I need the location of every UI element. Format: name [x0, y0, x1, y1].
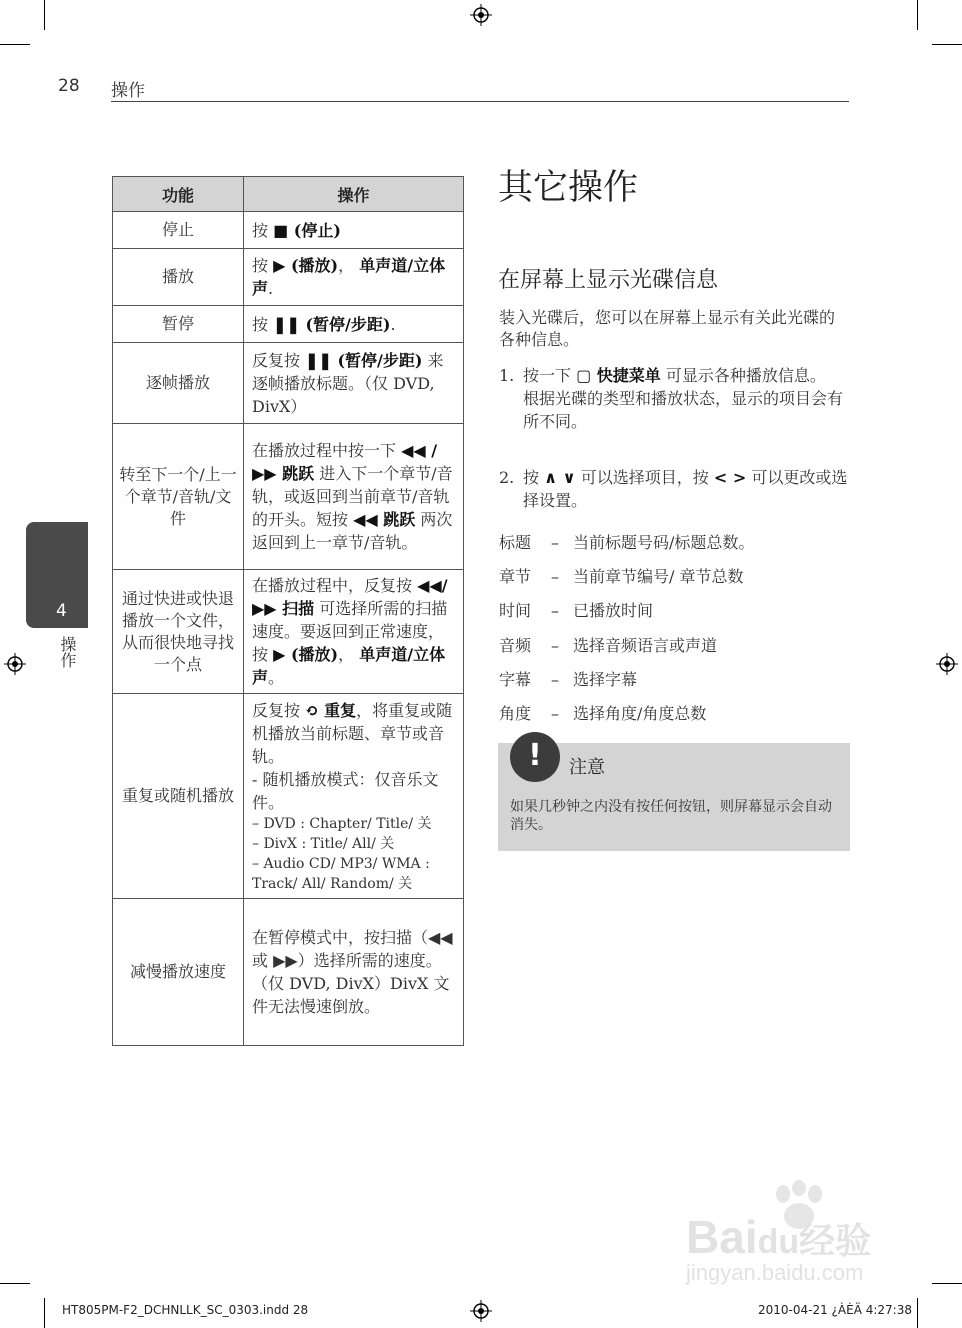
- table-row: [113, 249, 464, 306]
- footer-timestamp: 2010-04-21 ¿ÀÈÄ 4:27:38: [758, 1303, 912, 1317]
- op-key: ◀◀ 跳跃: [353, 510, 416, 529]
- registration-mark-icon: [470, 4, 492, 26]
- op-key: ▶ (播放): [273, 645, 339, 664]
- page-number: 28: [58, 76, 80, 96]
- step-text: 按: [523, 468, 545, 487]
- step-number: 2.: [499, 468, 515, 487]
- op-key: ❚❚ (暂停/步距): [273, 314, 391, 334]
- info-item: [499, 598, 653, 621]
- crop-mark: [932, 1283, 962, 1284]
- operation-cell: [244, 424, 464, 570]
- function-cell: 减慢播放速度: [113, 899, 244, 1046]
- op-key: ⟲ 重复: [305, 700, 357, 720]
- function-cell: 播放: [113, 249, 244, 306]
- watermark-url: jingyan.baidu.com: [686, 1260, 864, 1285]
- info-dash: –: [551, 567, 559, 586]
- step-text: 可以选择项目，按: [575, 468, 714, 487]
- info-dash: –: [551, 704, 559, 723]
- column-header-operation: 操作: [244, 177, 464, 212]
- crop-mark: [0, 1283, 30, 1284]
- op-key: 单声道/立体声: [252, 256, 446, 298]
- info-desc: 已播放时间: [573, 601, 654, 620]
- baidu-watermark: [686, 1180, 916, 1290]
- op-text: ，: [338, 645, 360, 664]
- crop-mark: [44, 1298, 45, 1328]
- info-dash: –: [551, 601, 559, 620]
- function-cell: 逐帧播放: [113, 343, 244, 424]
- table-row: [113, 212, 464, 249]
- operations-table: [112, 176, 464, 1046]
- watermark-brand: 经验: [799, 1220, 872, 1261]
- info-item: [499, 667, 637, 690]
- info-key: 字幕: [499, 670, 532, 689]
- op-text: 在播放过程中，反复按: [252, 576, 418, 595]
- function-cell: 重复或随机播放: [113, 694, 244, 899]
- op-text: 。: [268, 668, 285, 687]
- operation-cell: [244, 343, 464, 424]
- section-heading: 其它操作: [498, 168, 639, 208]
- function-cell: 转至下一个/上一个章节/音轨/文件: [113, 424, 244, 570]
- info-desc: 选择字幕: [573, 670, 638, 689]
- info-key: 音频: [499, 636, 532, 655]
- info-dash: –: [551, 636, 559, 655]
- step-text: 可显示各种播放信息。: [660, 366, 826, 385]
- operation-cell: [244, 570, 464, 694]
- op-text: .: [390, 314, 396, 334]
- table-row: [113, 343, 464, 424]
- list-item: - 随机播放模式：仅音乐文件。: [252, 769, 439, 812]
- info-desc: 选择角度/角度总数: [573, 704, 707, 723]
- crop-mark: [44, 0, 45, 30]
- intro-paragraph: 装入光碟后，您可以在屏幕上显示有关此光碟的各种信息。: [499, 308, 836, 349]
- step-2: [499, 466, 849, 512]
- op-text: .: [268, 279, 274, 298]
- list-item: – DVD : Chapter/ Title/ 关: [252, 815, 432, 832]
- op-key: 单声道/立体声: [252, 645, 446, 687]
- operation-cell: [244, 306, 464, 343]
- function-cell: 暂停: [113, 306, 244, 343]
- op-key: ▶ (播放): [273, 256, 339, 275]
- info-dash: –: [551, 533, 559, 552]
- page-section-title: 操作: [111, 81, 145, 101]
- info-key: 时间: [499, 601, 532, 620]
- crop-mark: [0, 44, 30, 45]
- info-desc: 当前章节编号/ 章节总数: [573, 567, 744, 586]
- op-key: ■ (停止): [273, 220, 341, 240]
- step-1: [499, 364, 849, 433]
- chapter-label: 操作: [58, 636, 77, 668]
- crop-mark: [932, 44, 962, 45]
- step-number: 1.: [499, 366, 515, 385]
- registration-mark-icon: [470, 1300, 492, 1322]
- info-key: 角度: [499, 704, 532, 723]
- chapter-number: 4: [56, 601, 67, 621]
- operation-cell: [244, 249, 464, 306]
- info-item: [499, 633, 717, 656]
- step-text: 按一下: [523, 366, 577, 385]
- op-text: 在播放过程中按一下: [252, 441, 402, 460]
- table-row: [113, 424, 464, 570]
- note-body: 如果几秒钟之内没有按任何按钮，则屏幕显示会自动消失。: [510, 799, 832, 833]
- op-key: ◀◀ /▶▶ 跳跃: [252, 441, 438, 483]
- info-desc: 选择音频语言或声道: [573, 636, 718, 655]
- op-text: 按: [252, 256, 274, 275]
- op-text: 可选择所需的扫描速度。要返回到正常速度，按: [252, 599, 448, 664]
- registration-mark-icon: [936, 653, 958, 675]
- table-row: [113, 694, 464, 899]
- column-header-function: 功能: [113, 177, 244, 212]
- function-cell: 通过快进或快退播放一个文件，从而很快地寻找一个点: [113, 570, 244, 694]
- op-text: 反复按: [252, 350, 306, 370]
- function-cell: 停止: [113, 212, 244, 249]
- subsection-heading: 在屏幕上显示光碟信息: [498, 268, 719, 293]
- operation-cell: [244, 212, 464, 249]
- step-key: ▢ 快捷菜单: [576, 366, 661, 385]
- op-text: 在暂停模式中，按扫描（◀◀ 或 ▶▶）选择所需的速度。（仅 DVD, DivX）DivX 文件无法慢速倒放。: [252, 928, 453, 1016]
- table-row: [113, 306, 464, 343]
- header-divider: [111, 101, 849, 102]
- info-item: [499, 564, 743, 587]
- op-text: ，: [338, 256, 360, 275]
- watermark-brand: Bai: [686, 1211, 758, 1263]
- op-text: 进入下一个章节/音轨，或返回到当前章节/音轨的开头。短按: [252, 464, 453, 529]
- step-detail: 根据光碟的类型和播放状态，显示的项目会有所不同。: [523, 389, 844, 431]
- info-item: [499, 530, 754, 553]
- info-key: 标题: [499, 533, 532, 552]
- warning-icon: !: [510, 732, 560, 782]
- op-text: 反复按: [252, 700, 306, 720]
- info-item: [499, 701, 706, 724]
- info-dash: –: [551, 670, 559, 689]
- op-text: 按: [252, 220, 274, 240]
- crop-mark: [917, 0, 918, 30]
- operation-cell: [244, 694, 464, 899]
- step-key: < >: [713, 468, 747, 487]
- op-text: ，将重复或随机播放当前标题、章节或音轨。: [252, 700, 453, 766]
- table-row: [113, 899, 464, 1046]
- watermark-brand: du: [757, 1223, 800, 1261]
- info-key: 章节: [499, 567, 532, 586]
- step-key: ∧ ∨: [544, 468, 576, 487]
- table-row: [113, 570, 464, 694]
- note-box: [498, 738, 850, 851]
- op-key: ❚❚ (暂停/步距): [305, 350, 423, 370]
- op-text: 两次返回到上一章节/音轨。: [252, 510, 453, 552]
- list-item: – Audio CD/ MP3/ WMA : Track/ All/ Random/ 关: [252, 855, 430, 892]
- table-header-row: [113, 177, 464, 212]
- crop-mark: [917, 1298, 918, 1328]
- op-text: 按: [252, 314, 274, 334]
- op-text: 来逐帧播放标题。（仅 DVD, DivX）: [252, 350, 444, 416]
- footer-filename: HT805PM-F2_DCHNLLK_SC_0303.indd 28: [62, 1303, 309, 1317]
- list-item: – DivX : Title/ All/ 关: [252, 835, 395, 852]
- note-title: 注意: [569, 757, 605, 778]
- registration-mark-icon: [4, 653, 26, 675]
- operation-cell: [244, 899, 464, 1046]
- op-key: ◀◀/▶▶ 扫描: [252, 576, 448, 618]
- step-text: 可以更改或选择设置。: [523, 468, 848, 510]
- info-desc: 当前标题号码/标题总数。: [573, 533, 755, 552]
